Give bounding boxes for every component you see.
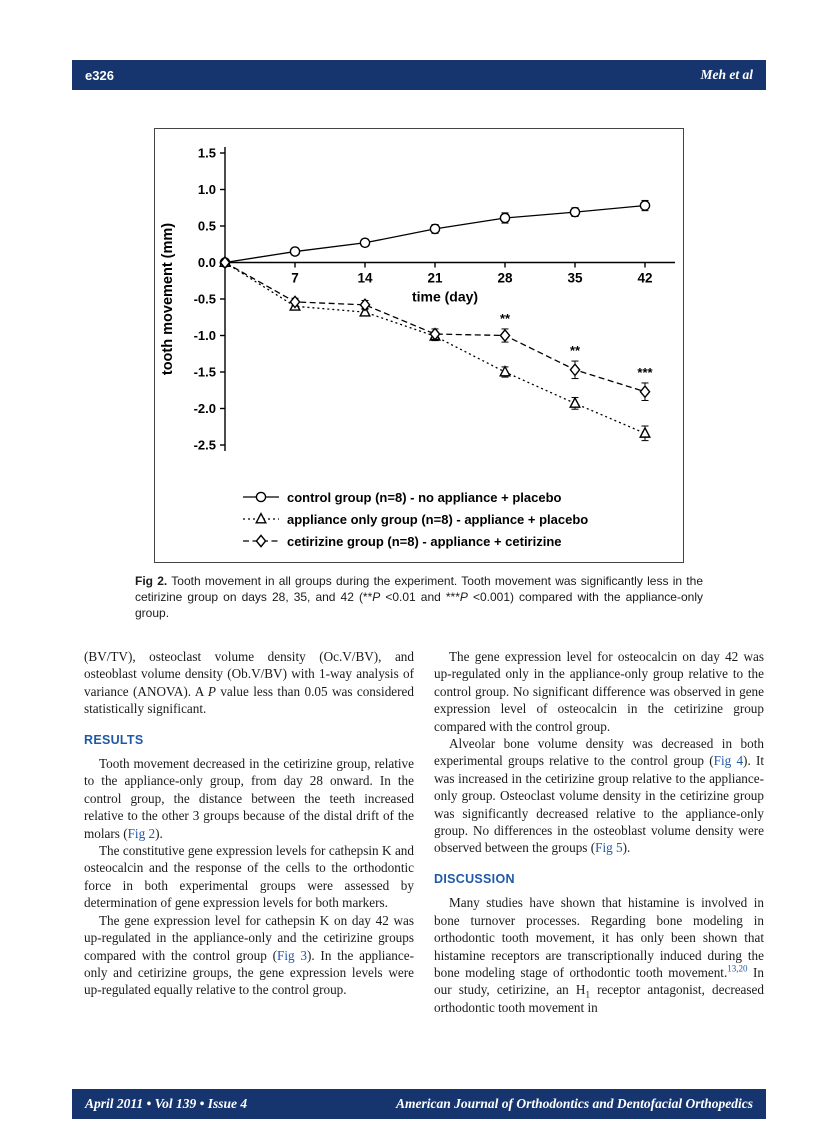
svg-text:**: **: [569, 343, 581, 359]
legend-label: cetirizine group (n=8) - appliance + cetirizine: [287, 533, 562, 549]
figure-2: [0, 128, 838, 621]
svg-text:**: **: [499, 310, 511, 326]
svg-text:42: 42: [637, 270, 653, 286]
svg-text:-2.0: -2.0: [193, 401, 216, 416]
text-run: In our study, cetirizine, an H: [434, 964, 764, 998]
legend-item: [241, 530, 683, 552]
text-run: P: [372, 590, 381, 604]
footer-journal: American Journal of Orthodontics and Dentofacial Orthopedics: [395, 1096, 753, 1111]
text-run: (BV/TV), osteoclast volume density (Oc.V/BV), and osteoblast volume density (Ob.V/BV) with 1-way analysis of variance (ANOVA). A: [84, 649, 414, 699]
right-column: [434, 648, 764, 1016]
text-run: The gene expression level for osteocalcin on day 42 was up-regulated only in the appliance-only group relative to the control group. No significant difference was observed in gene expression level of osteocalcin in the cetirizine group compared with the control group.: [434, 649, 764, 734]
svg-text:1.5: 1.5: [197, 145, 216, 161]
figure-link[interactable]: Fig 4: [713, 753, 744, 769]
chart-container: [154, 128, 684, 563]
section-heading: DISCUSSION: [434, 871, 515, 886]
text-run: Many studies have shown that histamine is involved in bone turnover processes. Regarding bone modeling in orthodontic tooth movement, it has only been shown that histamine receptors are transcriptionally induced during the bone modeling stage of orthodontic tooth movement.: [434, 895, 764, 980]
paragraph: [84, 842, 414, 912]
page-footer: [72, 1089, 766, 1119]
figure-link[interactable]: Fig 2: [127, 825, 156, 841]
paragraph: [84, 648, 414, 718]
circle-marker-icon: [241, 489, 281, 505]
chart-legend: [155, 478, 683, 562]
text-run: Alveolar bone volume density was decreased in both experimental groups relative to the control group (: [434, 736, 764, 769]
text-run: value less than 0.05 was considered statistically significant.: [84, 683, 414, 717]
paragraph: [434, 735, 764, 857]
svg-text:-1.5: -1.5: [193, 364, 216, 380]
svg-text:-2.5: -2.5: [193, 437, 216, 453]
svg-text:time (day): time (day): [411, 288, 479, 305]
paragraph: [434, 648, 764, 735]
figure-link[interactable]: Fig 3: [276, 947, 307, 963]
legend-label: control group (n=8) - no appliance + placebo: [287, 489, 562, 505]
page-header: [72, 60, 766, 90]
text-run: P: [207, 683, 216, 699]
tooth-movement-chart: [155, 135, 683, 473]
subscript-text: 1: [585, 989, 590, 1000]
article-body: [84, 648, 764, 1016]
text-run: The constitutive gene expression levels for cathepsin K and osteocalcin and the response of the cells to the orthodontic force in both experimental groups were assessed by determination of gene expression levels for both markers.: [84, 843, 414, 911]
svg-text:14: 14: [357, 270, 373, 286]
svg-text:-0.5: -0.5: [193, 291, 216, 307]
text-run: receptor antagonist, decreased orthodontic tooth movement in: [434, 982, 764, 1015]
paragraph: [84, 755, 414, 842]
text-run: ). It was increased in the cetirizine group relative to the appliance-only group. Osteoclast volume density in the cetirizine group was significantly decreased relative to the appliance-only group. No differences in the osteoblast volume density were observed between the groups (: [434, 753, 765, 856]
footer-issue: April 2011 • Vol 139 • Issue 4: [85, 1096, 248, 1111]
svg-text:0.0: 0.0: [197, 255, 216, 270]
running-authors: Meh et al: [700, 67, 753, 82]
svg-text:21: 21: [427, 270, 443, 286]
svg-text:tooth movement (mm): tooth movement (mm): [160, 222, 176, 376]
legend-item: [241, 508, 683, 530]
paragraph: [434, 894, 764, 1016]
page-number: e326: [85, 67, 114, 83]
legend-label: appliance only group (n=8) - appliance + placebo: [287, 511, 589, 527]
svg-text:1.0: 1.0: [197, 182, 216, 197]
text-run: ).: [622, 840, 631, 856]
figure-caption: [135, 573, 703, 621]
figure-link[interactable]: Fig 5: [595, 840, 623, 856]
figure-caption-label: Fig 2.: [135, 574, 168, 588]
legend-item: [241, 486, 683, 508]
figure-caption-text: [135, 574, 703, 620]
text-run: Tooth movement in all groups during the experiment. Tooth movement was significantly less in the cetirizine group on days 28, 35, and 42 (**: [135, 574, 703, 604]
text-run: ). In the appliance-only and cetirizine groups, the gene expression levels were up-regulated equally relative to the control group.: [84, 947, 415, 998]
paragraph: [84, 912, 414, 999]
svg-text:7: 7: [291, 270, 299, 286]
citation-link[interactable]: 13,20: [727, 963, 748, 974]
text-run: Tooth movement decreased in the cetirizine group, relative to the appliance-only group, from day 28 onward. In the control group, the distance between the teeth increased relative to the other 3 groups because of the distal drift of the molars (: [84, 756, 414, 841]
left-column: [84, 648, 414, 1016]
text-run: The gene expression level for cathepsin K on day 42 was up-regulated in the appliance-only and the cetirizine groups compared with the control group (: [84, 912, 414, 963]
svg-text:35: 35: [567, 270, 583, 286]
svg-text:0.5: 0.5: [197, 218, 216, 234]
svg-text:-1.0: -1.0: [193, 328, 216, 343]
text-run: <0.001) compared with the appliance-only group.: [135, 590, 703, 620]
text-run: ).: [155, 825, 163, 841]
text-run: P: [459, 590, 468, 604]
text-run: <0.01 and ***: [380, 590, 460, 604]
diamond-marker-icon: [241, 533, 281, 549]
svg-text:***: ***: [637, 364, 653, 380]
section-heading: RESULTS: [84, 732, 144, 747]
triangle-marker-icon: [241, 511, 281, 527]
svg-text:28: 28: [497, 270, 513, 286]
